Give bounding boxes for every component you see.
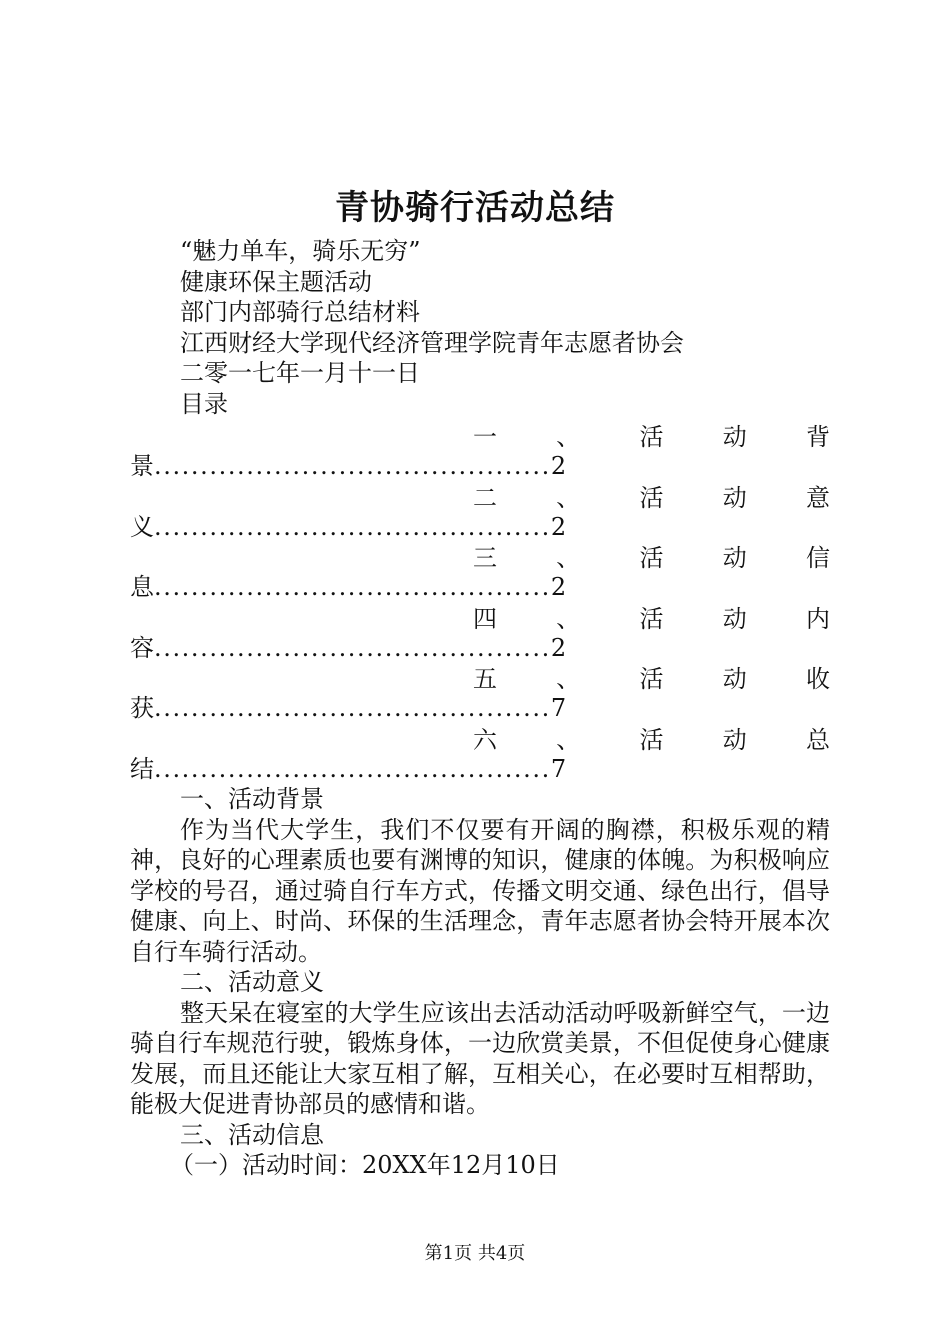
toc-page-number: 2 (550, 633, 567, 662)
toc-page-number: 2 (550, 573, 567, 602)
date-line: 二零一七年一月十一日 (180, 359, 420, 387)
toc-entry-5[interactable]: 五 、 活 动 收 获...........................................7 (130, 665, 830, 723)
toc-heading: 目录 (180, 389, 228, 418)
table-of-contents (130, 420, 830, 784)
toc-entry-3[interactable]: 三 、 活 动 信 息...........................................2 (130, 544, 830, 602)
toc-leader: ........................................... (154, 452, 551, 480)
toc-entry-2[interactable]: 二 、 活 动 意 义...........................................2 (130, 483, 830, 541)
paragraph-background: 作为当代大学生，我们不仅要有开阔的胸襟，积极乐观的精神，良好的心理素质也要有渊博的知识，健康的体魄。为积极响应学校的号召，通过骑自行车方式，传播文明交通、绿色出行，倡导健康、向上、时尚、环保的生活理念，青年志愿者协会特开展本次自行车骑行活动。 (130, 815, 830, 966)
section-heading-significance: 二、活动意义 (180, 968, 324, 996)
document-title: 青协骑行活动总结 (335, 188, 615, 228)
organization-line: 江西财经大学现代经济管理学院青年志愿者协会 (180, 328, 684, 357)
material-line: 部门内部骑行总结材料 (180, 298, 420, 326)
toc-page-number: 7 (550, 754, 567, 783)
toc-leader: ........................................... (154, 573, 551, 602)
toc-leader: ........................................... (154, 694, 551, 723)
section-heading-background: 一、活动背景 (180, 785, 324, 813)
front-matter (180, 236, 684, 419)
section-heading-info: 三、活动信息 (180, 1120, 324, 1149)
toc-entry-4[interactable]: 四 、 活 动 内 容...........................................2 (130, 604, 830, 662)
slogan: “魅力单车，骑乐无穷” (180, 237, 421, 265)
toc-entry-1[interactable]: 一 、 活 动 背 景...........................................2 (130, 423, 830, 480)
toc-entry-6[interactable]: 六 、 活 动 总 结...........................................7 (130, 725, 830, 783)
toc-page-number: 2 (550, 452, 567, 480)
activity-time-item: （一）活动时间：20XX年12月10日 (170, 1151, 560, 1179)
toc-page-number: 7 (550, 694, 567, 723)
toc-leader: ........................................... (154, 754, 551, 783)
toc-leader: ........................................... (154, 633, 551, 662)
document-body (130, 784, 830, 1181)
page-footer: 第1页 共4页 (424, 1243, 526, 1264)
theme-line: 健康环保主题活动 (180, 267, 372, 296)
toc-page-number: 2 (550, 512, 567, 541)
paragraph-significance: 整天呆在寝室的大学生应该出去活动活动呼吸新鲜空气，一边骑自行车规范行驶，锻炼身体，一边欣赏美景，不但促使身心健康发展，而且还能让大家互相了解，互相关心，在必要时互相帮助，能极大促进青协部员的感情和谐。 (130, 998, 830, 1118)
toc-leader: ........................................... (154, 512, 551, 541)
